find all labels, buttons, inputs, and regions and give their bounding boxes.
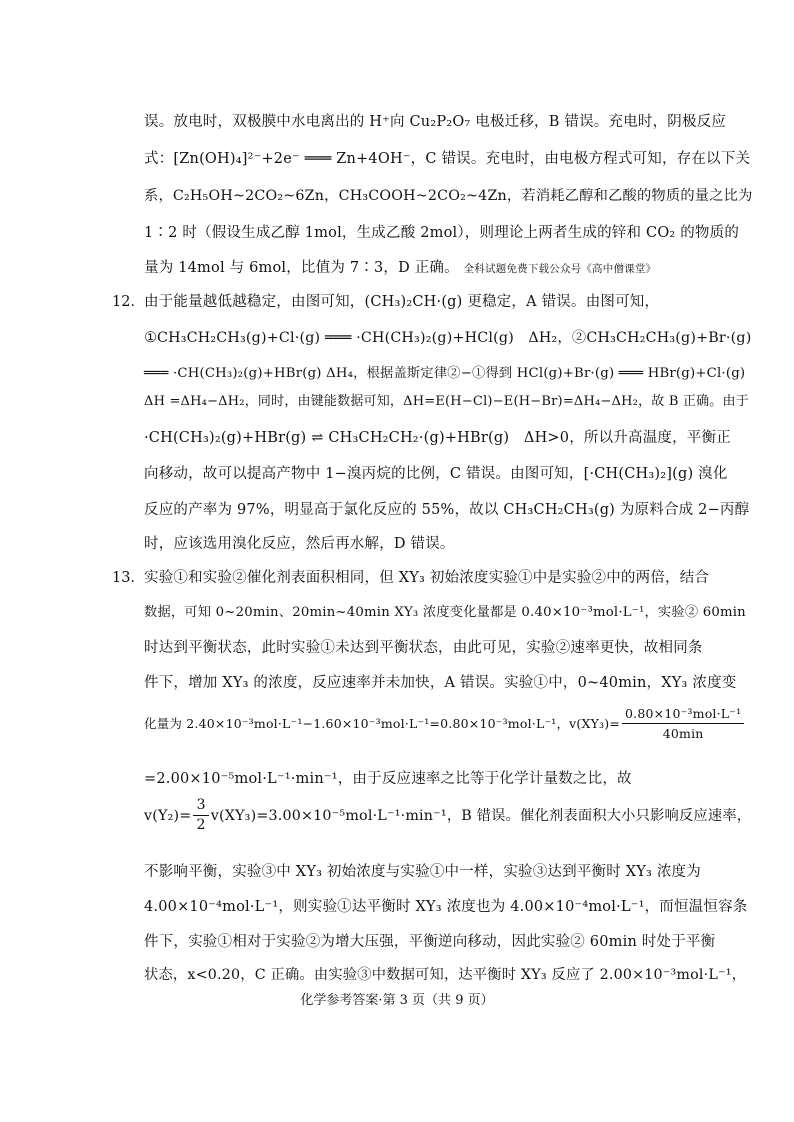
text-line	[144, 292, 682, 312]
text-line	[144, 638, 703, 658]
line-text: v(XY₃)=3.00×10⁻⁵mol·L⁻¹·min⁻¹，B 错误。催化剂表面积大小只影响反应速率，	[210, 807, 752, 824]
line-text: ΔH =ΔH₄−ΔH₂，同时，由键能数据可知，ΔH=E(H−Cl)−E(H−Br)=ΔH₄−ΔH₂，故 B 正确。由于	[144, 394, 749, 409]
line-text: ═══ ·CH(CH₃)₂(g)+HBr(g) ΔH₄，根据盖斯定律②−①得到 HCl(g)+Br·(g) ═══ HBr(g)+Cl·(g)	[144, 366, 746, 381]
text-line	[144, 364, 745, 384]
line-text: 反应的产率为 97%，明显高于氯化反应的 55%，故以 CH₃CH₂CH₃(g) 为原料合成 2−丙醇	[144, 502, 750, 518]
text-line	[144, 568, 710, 588]
rate-fraction	[622, 704, 744, 743]
text-line	[144, 112, 727, 132]
text-line	[144, 769, 682, 789]
line-text: v(Y₂)=	[144, 807, 192, 824]
fraction-denominator: 40min	[662, 726, 704, 741]
line-text: 由于能量越低越稳定，由图可知，(CH₃)₂CH·(g) 更稳定，A 错误。由图可知，	[144, 294, 660, 310]
fraction-numerator: 0.80×10⁻³mol·L⁻¹	[622, 704, 744, 724]
line-text: 状态，x<0.20，C 正确。由实验③中数据可知，达平衡时 XY₃ 反应了 2.00×10⁻³mol·L⁻¹，	[144, 967, 747, 983]
text-line	[144, 603, 746, 623]
line-text: 件下，实验①相对于实验②为增大压强，平衡逆向移动，因此实验② 60min 时处于平衡	[144, 934, 716, 950]
line-text: 向移动，故可以提高产物中 1−溴丙烷的比例，C 错误。由图可知，[·CH(CH₃)₂](g) 溴化	[144, 466, 728, 482]
text-line	[144, 897, 747, 917]
fraction-numerator: 3	[193, 796, 208, 816]
coefficient-fraction	[193, 796, 208, 835]
text-line	[144, 965, 746, 985]
line-text: 件下，增加 XY₃ 的浓度，反应速率并未加快，A 错误。实验①中，0~40min，XY₃ 浓度变	[144, 675, 737, 691]
text-line	[144, 328, 752, 348]
line-text: ①CH₃CH₂CH₃(g)+Cl·(g) ═══ ·CH(CH₃)₂(g)+HCl(g) ΔH₂，②CH₃CH₂CH₃(g)+Br·(g)	[144, 330, 752, 346]
line-text: 不影响平衡，实验③中 XY₃ 初始浓度与实验①中一样，实验③达到平衡时 XY₃ 浓度为	[144, 864, 701, 880]
line-text: 实验①和实验②催化剂表面积相同，但 XY₃ 初始浓度实验①中是实验②中的两倍，结合	[144, 570, 710, 586]
text-line	[144, 534, 455, 554]
text-line	[144, 500, 750, 520]
text-line	[144, 796, 751, 835]
text-line	[144, 673, 737, 693]
watermark-note: 全科试题免费下载公众号《高中僧课堂》	[463, 263, 657, 275]
text-line	[144, 223, 740, 243]
text-line	[144, 258, 656, 279]
line-text: =2.00×10⁻⁵mol·L⁻¹·min⁻¹，由于反应速率之比等于化学计量数之比，故	[144, 771, 632, 787]
line-text: 化量为 2.40×10⁻³mol·L⁻¹−1.60×10⁻³mol·L⁻¹=0.80×10⁻³mol·L⁻¹，v(XY₃)=	[144, 715, 621, 731]
line-text: 误。放电时，双极膜中水电离出的 H⁺向 Cu₂P₂O₇ 电极迁移，B 错误。充电时，阴极反应	[144, 114, 727, 130]
line-text: 系，C₂H₅OH~2CO₂~6Zn，CH₃COOH~2CO₂~4Zn，若消耗乙醇和乙酸的物质的量之比为	[144, 188, 753, 204]
text-line	[144, 464, 728, 484]
line-text: 时达到平衡状态，此时实验①未达到平衡状态，由此可见，实验②速率更快，故相同条	[144, 640, 703, 656]
line-text: 1∶2 时（假设生成乙醇 1mol，生成乙酸 2mol），则理论上两者生成的锌和 CO₂ 的物质的	[144, 225, 740, 241]
line-text: 4.00×10⁻⁴mol·L⁻¹，则实验①达平衡时 XY₃ 浓度也为 4.00×10⁻⁴mol·L⁻¹，而恒温恒容条	[144, 899, 748, 915]
text-line	[144, 862, 701, 882]
line-text: 量为 14mol 与 6mol，比值为 7∶3，D 正确。	[144, 260, 459, 276]
line-text: 数据，可知 0~20min、20min~40min XY₃ 浓度变化量都是 0.40×10⁻³mol·L⁻¹，实验② 60min	[144, 605, 746, 620]
page-footer: 化学参考答案·第 3 页（共 9 页）	[300, 993, 494, 1008]
text-line	[144, 186, 753, 206]
text-line	[144, 149, 751, 169]
line-text: ·CH(CH₃)₂(g)+HBr(g) ⇌ CH₃CH₂CH₂·(g)+HBr(g) ΔH>0，所以升高温度，平衡正	[144, 430, 731, 446]
text-line	[144, 428, 731, 448]
text-line	[144, 392, 749, 412]
line-text: 式：[Zn(OH)₄]²⁻+2e⁻ ═══ Zn+4OH⁻，C 错误。充电时，由电极方程式可知，存在以下关	[144, 151, 751, 167]
text-line	[144, 704, 746, 743]
line-text: 时，应该选用溴化反应，然后再水解，D 错误。	[144, 536, 455, 552]
question-number-13: 13．	[112, 570, 145, 586]
text-line	[144, 932, 716, 952]
fraction-denominator: 2	[196, 817, 206, 833]
question-number-12: 12．	[112, 294, 145, 310]
